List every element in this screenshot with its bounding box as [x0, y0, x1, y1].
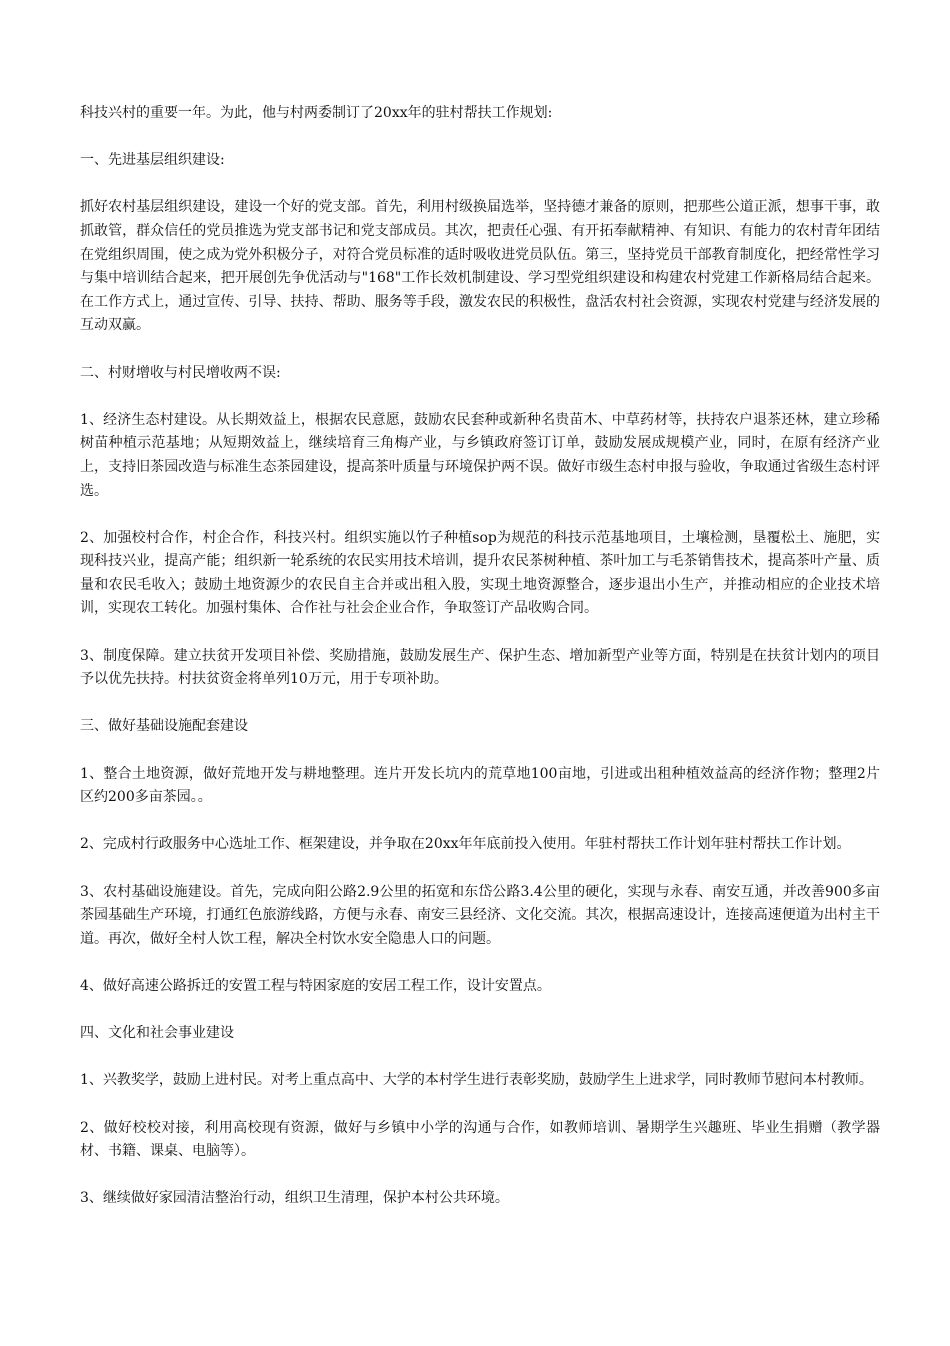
section-2-item-3: 3、制度保障。建立扶贫开发项目补偿、奖励措施，鼓励发展生产、保护生态、增加新型产业等方面，特别是在扶贫计划内的项目予以优先扶持。村扶贫资金将单列10万元，用于专项补助。 [80, 647, 880, 688]
document-body [80, 102, 880, 1235]
intro-paragraph: 科技兴村的重要一年。为此，他与村两委制订了20xx年的驻村帮扶工作规划: [80, 105, 553, 121]
section-heading-1: 一、先进基层组织建设: [80, 152, 225, 169]
section-4-item-2: 2、做好校校对接，利用高校现有资源，做好与乡镇中小学的沟通与合作，如教师培训、暑期学生兴趣班、毕业生捐赠（教学器材、书籍、课桌、电脑等）。 [80, 1119, 880, 1160]
section-heading-4: 四、文化和社会事业建设 [80, 1025, 234, 1042]
section-heading-2: 二、村财增收与村民增收两不误: [80, 364, 281, 381]
section-4-item-1: 1、兴教奖学，鼓励上进村民。对考上重点高中、大学的本村学生进行表彰奖励，鼓励学生上进求学，同时教师节慰问本村教师。 [80, 1072, 873, 1089]
section-3-item-3: 3、农村基础设施建设。首先，完成向阳公路2.9公里的拓宽和东岱公路3.4公里的硬化，实现与永春、南安互通，并改善900多亩茶园基础生产环境，打通红色旅游线路，方便与永春、南安三县经济、文化交流。其次，根据高速设计，连接高速便道为出村主干道。再次，做好全村人饮工程，解决全村饮水安全隐患人口的问题。 [80, 883, 880, 947]
section-3-item-1: 1、整合土地资源，做好荒地开发与耕地整理。连片开发长坑内的荒草地100亩地，引进或出租种植效益高的经济作物；整理2片区约200多亩茶园。。 [80, 765, 880, 806]
section-2-item-2: 2、加强校村合作，村企合作，科技兴村。组织实施以竹子种植sop为规范的科技示范基地项目，土壤检测，垦覆松土、施肥，实现科技兴业，提高产能；组织新一轮系统的农民实用技术培训，提升农民茶树种植、茶叶加工与毛茶销售技术，提高茶叶产量、质量和农民毛收入；鼓励土地资源少的农民自主合并或出租入股，实现土地资源整合，逐步退出小生产，并推动相应的企业技术培训，实现农工转化。加强村集体、合作社与社会企业合作，争取签订产品收购合同。 [80, 529, 880, 617]
section-3-item-2: 2、完成村行政服务中心选址工作、框架建设，并争取在20xx年年底前投入使用。年驻村帮扶工作计划年驻村帮扶工作计划。 [80, 836, 851, 853]
section-heading-3: 三、做好基础设施配套建设 [80, 718, 248, 735]
section-4-item-3: 3、继续做好家园清洁整治行动，组织卫生清理，保护本村公共环境。 [80, 1190, 509, 1207]
section-1-paragraph: 抓好农村基层组织建设，建设一个好的党支部。首先，利用村级换届选举，坚持德才兼备的原则，把那些公道正派，想事干事，敢抓敢管，群众信任的党员推选为党支部书记和党支部成员。其次，把责任心强、有开拓奉献精神、有知识、有能力的农村青年团结在党组织周围，使之成为党外积极分子，对符合党员标准的适时吸收进党员队伍。第三，坚持党员干部教育制度化，把经常性学习与集中培训结合起来，把开展创先争优活动与"168"工作长效机制建设、学习型党组织建设和构建农村党建工作新格局结合起来。在工作方式上，通过宣传、引导、扶持、帮助、服务等手段，激发农民的积极性，盘活农村社会资源，实现农村党建与经济发展的互动双赢。 [80, 199, 880, 334]
section-2-item-1: 1、经济生态村建设。从长期效益上，根据农民意愿，鼓励农民套种或新种名贵苗木、中草药材等，扶持农户退茶还林，建立珍稀树苗种植示范基地；从短期效益上，继续培育三角梅产业，与乡镇政府签订订单，鼓励发展成规模产业，同时，在原有经济产业上，支持旧茶园改造与标准生态茶园建设，提高茶叶质量与环境保护两不误。做好市级生态村申报与验收，争取通过省级生态村评选。 [80, 411, 880, 499]
section-3-item-4: 4、做好高速公路拆迁的安置工程与特困家庭的安居工程工作，设计安置点。 [80, 977, 551, 994]
